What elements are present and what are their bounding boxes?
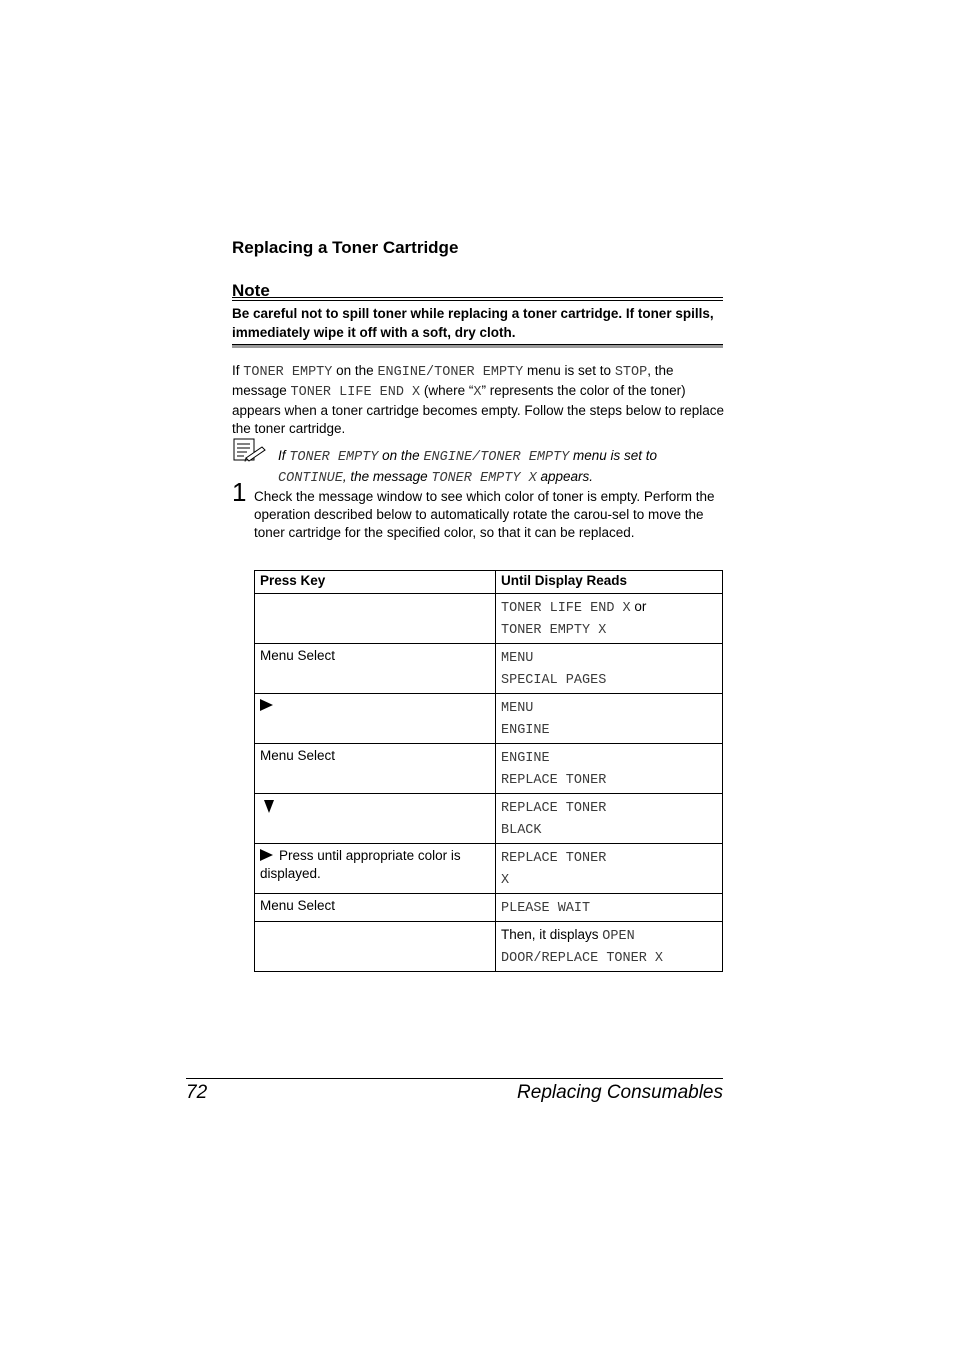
display-cell: ENGINE REPLACE TONER — [496, 744, 723, 794]
display-cell: REPLACE TONER BLACK — [496, 794, 723, 844]
intro-paragraph: If TONER EMPTY on the ENGINE/TONER EMPTY menu is set to STOP, the message TONER LIFE END X (where “X” represents the color of the toner) appears when a toner cartridge becomes empty. Follow the steps below to replace the toner cartridge. — [232, 363, 725, 436]
table-header-row — [255, 571, 723, 594]
header-display-reads: Until Display Reads — [496, 571, 723, 594]
footer-divider — [186, 1078, 723, 1079]
key-cell — [255, 594, 496, 644]
table-row — [255, 922, 723, 972]
tip-text: If TONER EMPTY on the ENGINE/TONER EMPTY menu is set to CONTINUE, the message TONER EMPTY X appears. — [278, 448, 658, 486]
note-heading: Note — [232, 281, 270, 300]
display-cell: Then, it displays OPEN DOOR/REPLACE TONER X — [496, 922, 723, 972]
key-cell — [255, 922, 496, 972]
table-row — [255, 594, 723, 644]
right-arrow-icon — [260, 849, 273, 861]
table-row — [255, 694, 723, 744]
table-row — [255, 644, 723, 694]
key-sequence-table — [254, 570, 723, 972]
display-cell: PLEASE WAIT — [496, 894, 723, 922]
key-instruction: Press until appropriate color is displayed. — [260, 848, 461, 881]
key-cell: Menu Select — [255, 744, 496, 794]
note-divider-bottom — [232, 344, 723, 348]
table-row — [255, 744, 723, 794]
key-cell — [255, 694, 496, 744]
header-press-key: Press Key — [255, 571, 496, 594]
note-body: Be careful not to spill toner while replacing a toner cartridge. If toner spills, immediately wipe it off with a soft, dry cloth. — [232, 306, 714, 340]
key-cell — [255, 794, 496, 844]
display-cell: TONER LIFE END X or TONER EMPTY X — [496, 594, 723, 644]
key-cell — [255, 844, 496, 894]
table-row — [255, 844, 723, 894]
step-text: Check the message window to see which color of toner is empty. Perform the operation described below to automatically rotate the carou-sel to move the toner cartridge for the specified color, so that it can be replaced. — [254, 489, 715, 540]
table-row — [255, 794, 723, 844]
section-heading: Replacing a Toner Cartridge — [232, 238, 459, 257]
note-pencil-icon — [233, 438, 267, 462]
table-row — [255, 894, 723, 922]
down-arrow-icon — [264, 800, 274, 813]
display-cell: MENU SPECIAL PAGES — [496, 644, 723, 694]
footer-chapter-title: Replacing Consumables — [517, 1082, 723, 1103]
page-number: 72 — [186, 1082, 208, 1103]
display-cell: MENU ENGINE — [496, 694, 723, 744]
key-cell: Menu Select — [255, 894, 496, 922]
key-cell: Menu Select — [255, 644, 496, 694]
note-divider-top — [232, 297, 723, 301]
step-number: 1 — [232, 477, 247, 507]
display-cell: REPLACE TONER X — [496, 844, 723, 894]
right-arrow-icon — [260, 699, 273, 711]
